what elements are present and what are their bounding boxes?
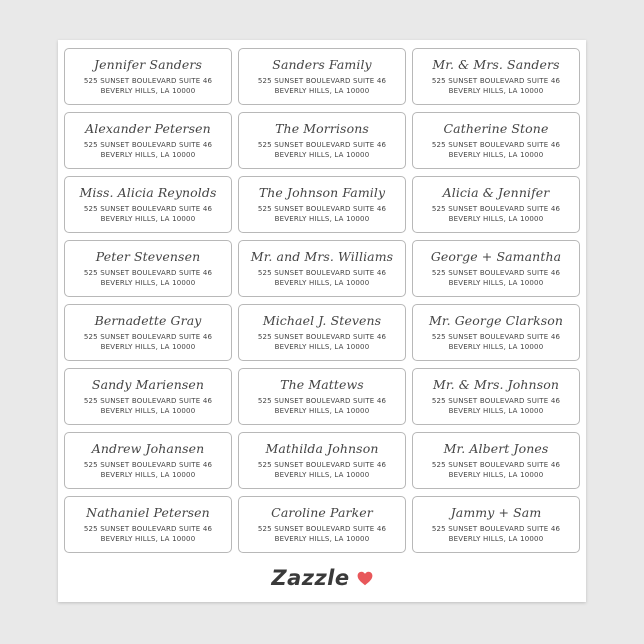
label-address-line2: BEVERLY HILLS, LA 10000 [448, 87, 544, 95]
label-name: Jammy + Sam [450, 505, 542, 520]
label-name: Caroline Parker [271, 505, 373, 520]
zazzle-logo: Zazzle [271, 566, 350, 590]
brand-footer [58, 566, 586, 590]
label-address-line2: BEVERLY HILLS, LA 10000 [100, 471, 196, 479]
label-address-line1: 525 SUNSET BOULEVARD SUITE 46 [257, 525, 387, 533]
address-label [64, 496, 232, 553]
label-name: Bernadette Gray [94, 313, 202, 328]
address-label [64, 304, 232, 361]
address-label [412, 496, 580, 553]
label-address-line2: BEVERLY HILLS, LA 10000 [274, 87, 370, 95]
label-address-line2: BEVERLY HILLS, LA 10000 [274, 279, 370, 287]
label-name: Mathilda Johnson [265, 441, 379, 456]
label-address-line1: 525 SUNSET BOULEVARD SUITE 46 [257, 141, 387, 149]
address-label [412, 112, 580, 169]
label-name: Peter Stevensen [95, 249, 201, 264]
address-label [64, 368, 232, 425]
label-address-line1: 525 SUNSET BOULEVARD SUITE 46 [431, 77, 561, 85]
label-address-line1: 525 SUNSET BOULEVARD SUITE 46 [83, 141, 213, 149]
label-name: Mr. & Mrs. Johnson [432, 377, 559, 392]
label-name: Alicia & Jennifer [442, 185, 550, 200]
label-address-line1: 525 SUNSET BOULEVARD SUITE 46 [83, 269, 213, 277]
label-address-line2: BEVERLY HILLS, LA 10000 [274, 151, 370, 159]
label-name: Miss. Alicia Reynolds [79, 185, 217, 200]
label-address-line1: 525 SUNSET BOULEVARD SUITE 46 [83, 461, 213, 469]
label-address-line2: BEVERLY HILLS, LA 10000 [100, 87, 196, 95]
address-label [412, 240, 580, 297]
label-address-line1: 525 SUNSET BOULEVARD SUITE 46 [83, 397, 213, 405]
label-address-line2: BEVERLY HILLS, LA 10000 [448, 343, 544, 351]
label-name: Mr. Albert Jones [443, 441, 549, 456]
label-address-line2: BEVERLY HILLS, LA 10000 [274, 343, 370, 351]
label-address-line2: BEVERLY HILLS, LA 10000 [448, 471, 544, 479]
label-address-line2: BEVERLY HILLS, LA 10000 [274, 535, 370, 543]
label-address-line2: BEVERLY HILLS, LA 10000 [274, 215, 370, 223]
label-name: Catherine Stone [443, 121, 549, 136]
label-name: The Mattews [280, 377, 364, 392]
address-label [238, 496, 406, 553]
label-address-line1: 525 SUNSET BOULEVARD SUITE 46 [83, 77, 213, 85]
label-address-line2: BEVERLY HILLS, LA 10000 [100, 151, 196, 159]
address-label [64, 240, 232, 297]
address-label [238, 176, 406, 233]
address-label [64, 432, 232, 489]
label-name: Mr. & Mrs. Sanders [432, 57, 560, 72]
label-address-line2: BEVERLY HILLS, LA 10000 [100, 279, 196, 287]
label-address-line1: 525 SUNSET BOULEVARD SUITE 46 [431, 269, 561, 277]
label-address-line2: BEVERLY HILLS, LA 10000 [100, 343, 196, 351]
address-label [238, 432, 406, 489]
label-name: Alexander Petersen [85, 121, 211, 136]
label-address-line1: 525 SUNSET BOULEVARD SUITE 46 [257, 333, 387, 341]
address-label [64, 48, 232, 105]
label-name: Mr. and Mrs. Williams [250, 249, 394, 264]
address-label [412, 368, 580, 425]
label-address-line1: 525 SUNSET BOULEVARD SUITE 46 [257, 461, 387, 469]
label-address-line1: 525 SUNSET BOULEVARD SUITE 46 [431, 205, 561, 213]
label-address-line1: 525 SUNSET BOULEVARD SUITE 46 [431, 461, 561, 469]
label-address-line2: BEVERLY HILLS, LA 10000 [274, 407, 370, 415]
label-address-line1: 525 SUNSET BOULEVARD SUITE 46 [431, 333, 561, 341]
address-label [412, 48, 580, 105]
label-grid [64, 48, 580, 553]
label-address-line2: BEVERLY HILLS, LA 10000 [448, 279, 544, 287]
label-name: George + Samantha [430, 249, 562, 264]
label-address-line1: 525 SUNSET BOULEVARD SUITE 46 [257, 269, 387, 277]
address-label [238, 240, 406, 297]
address-label [238, 48, 406, 105]
address-label [238, 368, 406, 425]
address-label [238, 112, 406, 169]
address-label [412, 432, 580, 489]
label-name: Sanders Family [272, 57, 372, 72]
address-label [412, 304, 580, 361]
label-address-line2: BEVERLY HILLS, LA 10000 [448, 215, 544, 223]
label-name: Andrew Johansen [91, 441, 205, 456]
label-name: Sandy Mariensen [91, 377, 205, 392]
address-label [412, 176, 580, 233]
heart-icon [357, 571, 373, 586]
label-address-line1: 525 SUNSET BOULEVARD SUITE 46 [431, 141, 561, 149]
label-address-line1: 525 SUNSET BOULEVARD SUITE 46 [257, 397, 387, 405]
label-address-line1: 525 SUNSET BOULEVARD SUITE 46 [431, 525, 561, 533]
label-address-line2: BEVERLY HILLS, LA 10000 [448, 407, 544, 415]
label-address-line1: 525 SUNSET BOULEVARD SUITE 46 [257, 205, 387, 213]
label-name: The Morrisons [275, 121, 369, 136]
label-address-line2: BEVERLY HILLS, LA 10000 [274, 471, 370, 479]
address-label [64, 176, 232, 233]
label-address-line1: 525 SUNSET BOULEVARD SUITE 46 [83, 333, 213, 341]
label-address-line1: 525 SUNSET BOULEVARD SUITE 46 [83, 205, 213, 213]
label-address-line2: BEVERLY HILLS, LA 10000 [448, 535, 544, 543]
label-name: Michael J. Stevens [262, 313, 382, 328]
label-name: The Johnson Family [258, 185, 386, 200]
label-address-line2: BEVERLY HILLS, LA 10000 [448, 151, 544, 159]
label-sheet [58, 40, 586, 602]
label-address-line1: 525 SUNSET BOULEVARD SUITE 46 [83, 525, 213, 533]
label-address-line2: BEVERLY HILLS, LA 10000 [100, 535, 196, 543]
label-address-line2: BEVERLY HILLS, LA 10000 [100, 407, 196, 415]
label-address-line1: 525 SUNSET BOULEVARD SUITE 46 [257, 77, 387, 85]
address-label [238, 304, 406, 361]
label-address-line2: BEVERLY HILLS, LA 10000 [100, 215, 196, 223]
label-name: Jennifer Sanders [94, 57, 202, 72]
label-address-line1: 525 SUNSET BOULEVARD SUITE 46 [431, 397, 561, 405]
label-name: Mr. George Clarkson [428, 313, 564, 328]
address-label [64, 112, 232, 169]
label-name: Nathaniel Petersen [86, 505, 210, 520]
